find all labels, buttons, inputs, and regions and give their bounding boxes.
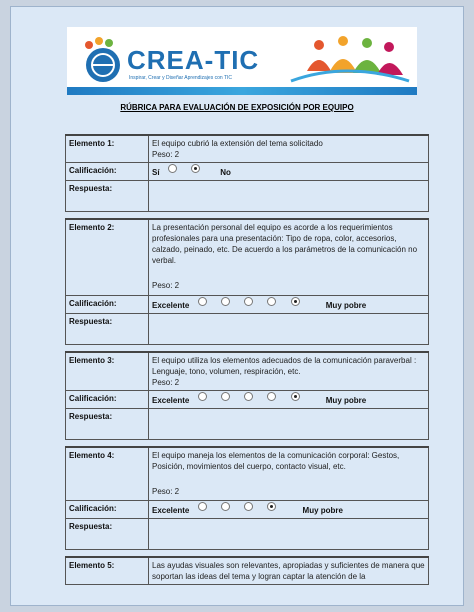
grade-options <box>149 391 429 409</box>
table-row <box>66 447 429 501</box>
rating-radio[interactable] <box>244 502 253 511</box>
element-label: Elemento 4: <box>66 447 149 501</box>
grade-options <box>149 296 429 314</box>
rating-radio[interactable] <box>291 297 300 306</box>
scale-high-label: Muy pobre <box>302 506 343 515</box>
table-row <box>66 219 429 296</box>
answer-field[interactable] <box>149 181 429 212</box>
scale-low-label: Excelente <box>152 396 190 405</box>
page-title: RÚBRICA PARA EVALUACIÓN DE EXPOSICIÓN POR EQUIPO <box>120 103 354 112</box>
table-row <box>66 519 429 550</box>
answer-label: Respuesta: <box>66 409 149 440</box>
yes-label: Sí <box>152 168 160 177</box>
rating-radio[interactable] <box>221 392 230 401</box>
logo-text: CREA-TIC <box>127 45 260 75</box>
rating-radio[interactable] <box>221 502 230 511</box>
grade-options <box>149 163 429 181</box>
answer-field[interactable] <box>149 409 429 440</box>
answer-label: Respuesta: <box>66 314 149 345</box>
people-silhouettes-icon <box>281 31 411 87</box>
answer-field[interactable] <box>149 314 429 345</box>
rating-radio[interactable] <box>267 297 276 306</box>
element-label: Elemento 3: <box>66 352 149 391</box>
table-row <box>66 557 429 585</box>
header-banner <box>67 27 417 95</box>
rating-radio[interactable] <box>267 502 276 511</box>
grade-label: Calificación: <box>66 163 149 181</box>
rating-radio[interactable] <box>267 392 276 401</box>
element-text: El equipo maneja los elementos de la comunicación corporal: Gestos, Posición, movimientos del cuerpo, contacto visual, etc. <box>152 451 400 471</box>
banner-stripe <box>67 87 417 95</box>
rating-radio[interactable] <box>198 297 207 306</box>
rating-radio[interactable] <box>198 392 207 401</box>
rating-radio[interactable] <box>198 502 207 511</box>
element-description <box>149 352 429 391</box>
element-text: El equipo cubrió la extensión del tema solicitado <box>152 139 323 148</box>
rating-radio[interactable] <box>244 392 253 401</box>
rating-radio[interactable] <box>221 297 230 306</box>
element-description <box>149 135 429 163</box>
element-label: Elemento 1: <box>66 135 149 163</box>
yes-radio[interactable] <box>168 164 177 173</box>
element-text: La presentación personal del equipo es acorde a los requerimientos profesionales para una presentación: Tipo de ropa, color, accesorios, calzado, peinado, etc. De acuerdo a los parámetros de la comunicación no verbal. <box>152 223 418 265</box>
scale-low-label: Excelente <box>152 506 190 515</box>
table-row <box>66 181 429 212</box>
element-text: Las ayudas visuales son relevantes, apropiadas y suficientes de manera que soportan las ideas del tema y logran captar la atención de la <box>152 561 425 581</box>
logo-tagline: Inspirar, Crear y Diseñar Aprendizajes con TIC <box>129 75 233 81</box>
answer-field[interactable] <box>149 519 429 550</box>
element-description <box>149 219 429 296</box>
element-label: Elemento 2: <box>66 219 149 296</box>
element-weight: Peso: 2 <box>152 378 180 387</box>
rating-radio[interactable] <box>244 297 253 306</box>
element-text: El equipo utiliza los elementos adecuados de la comunicación paraverbal : Lenguaje, tono, volumen, respiración, etc. <box>152 356 417 376</box>
scale-low-label: Excelente <box>152 301 190 310</box>
rubric-table <box>65 134 429 585</box>
element-description <box>149 447 429 501</box>
no-radio[interactable] <box>191 164 200 173</box>
scale-high-label: Muy pobre <box>325 301 367 310</box>
table-row <box>66 314 429 345</box>
rating-radio[interactable] <box>291 392 300 401</box>
document-page <box>10 6 464 606</box>
table-row <box>66 163 429 181</box>
no-label: No <box>220 168 231 177</box>
answer-label: Respuesta: <box>66 519 149 550</box>
element-weight: Peso: 2 <box>152 487 180 496</box>
element-label: Elemento 5: <box>66 557 149 585</box>
answer-label: Respuesta: <box>66 181 149 212</box>
grade-options <box>149 501 429 519</box>
grade-label: Calificación: <box>66 501 149 519</box>
scale-high-label: Muy pobre <box>325 396 367 405</box>
grade-label: Calificación: <box>66 296 149 314</box>
element-weight: Peso: 2 <box>152 281 180 290</box>
element-description <box>149 557 429 585</box>
table-row <box>66 501 429 519</box>
table-row <box>66 296 429 314</box>
table-row <box>66 135 429 163</box>
crea-tic-logo-icon <box>75 35 131 87</box>
grade-label: Calificación: <box>66 391 149 409</box>
table-row <box>66 391 429 409</box>
table-row <box>66 409 429 440</box>
element-weight: Peso: 2 <box>152 150 180 159</box>
table-row <box>66 352 429 391</box>
